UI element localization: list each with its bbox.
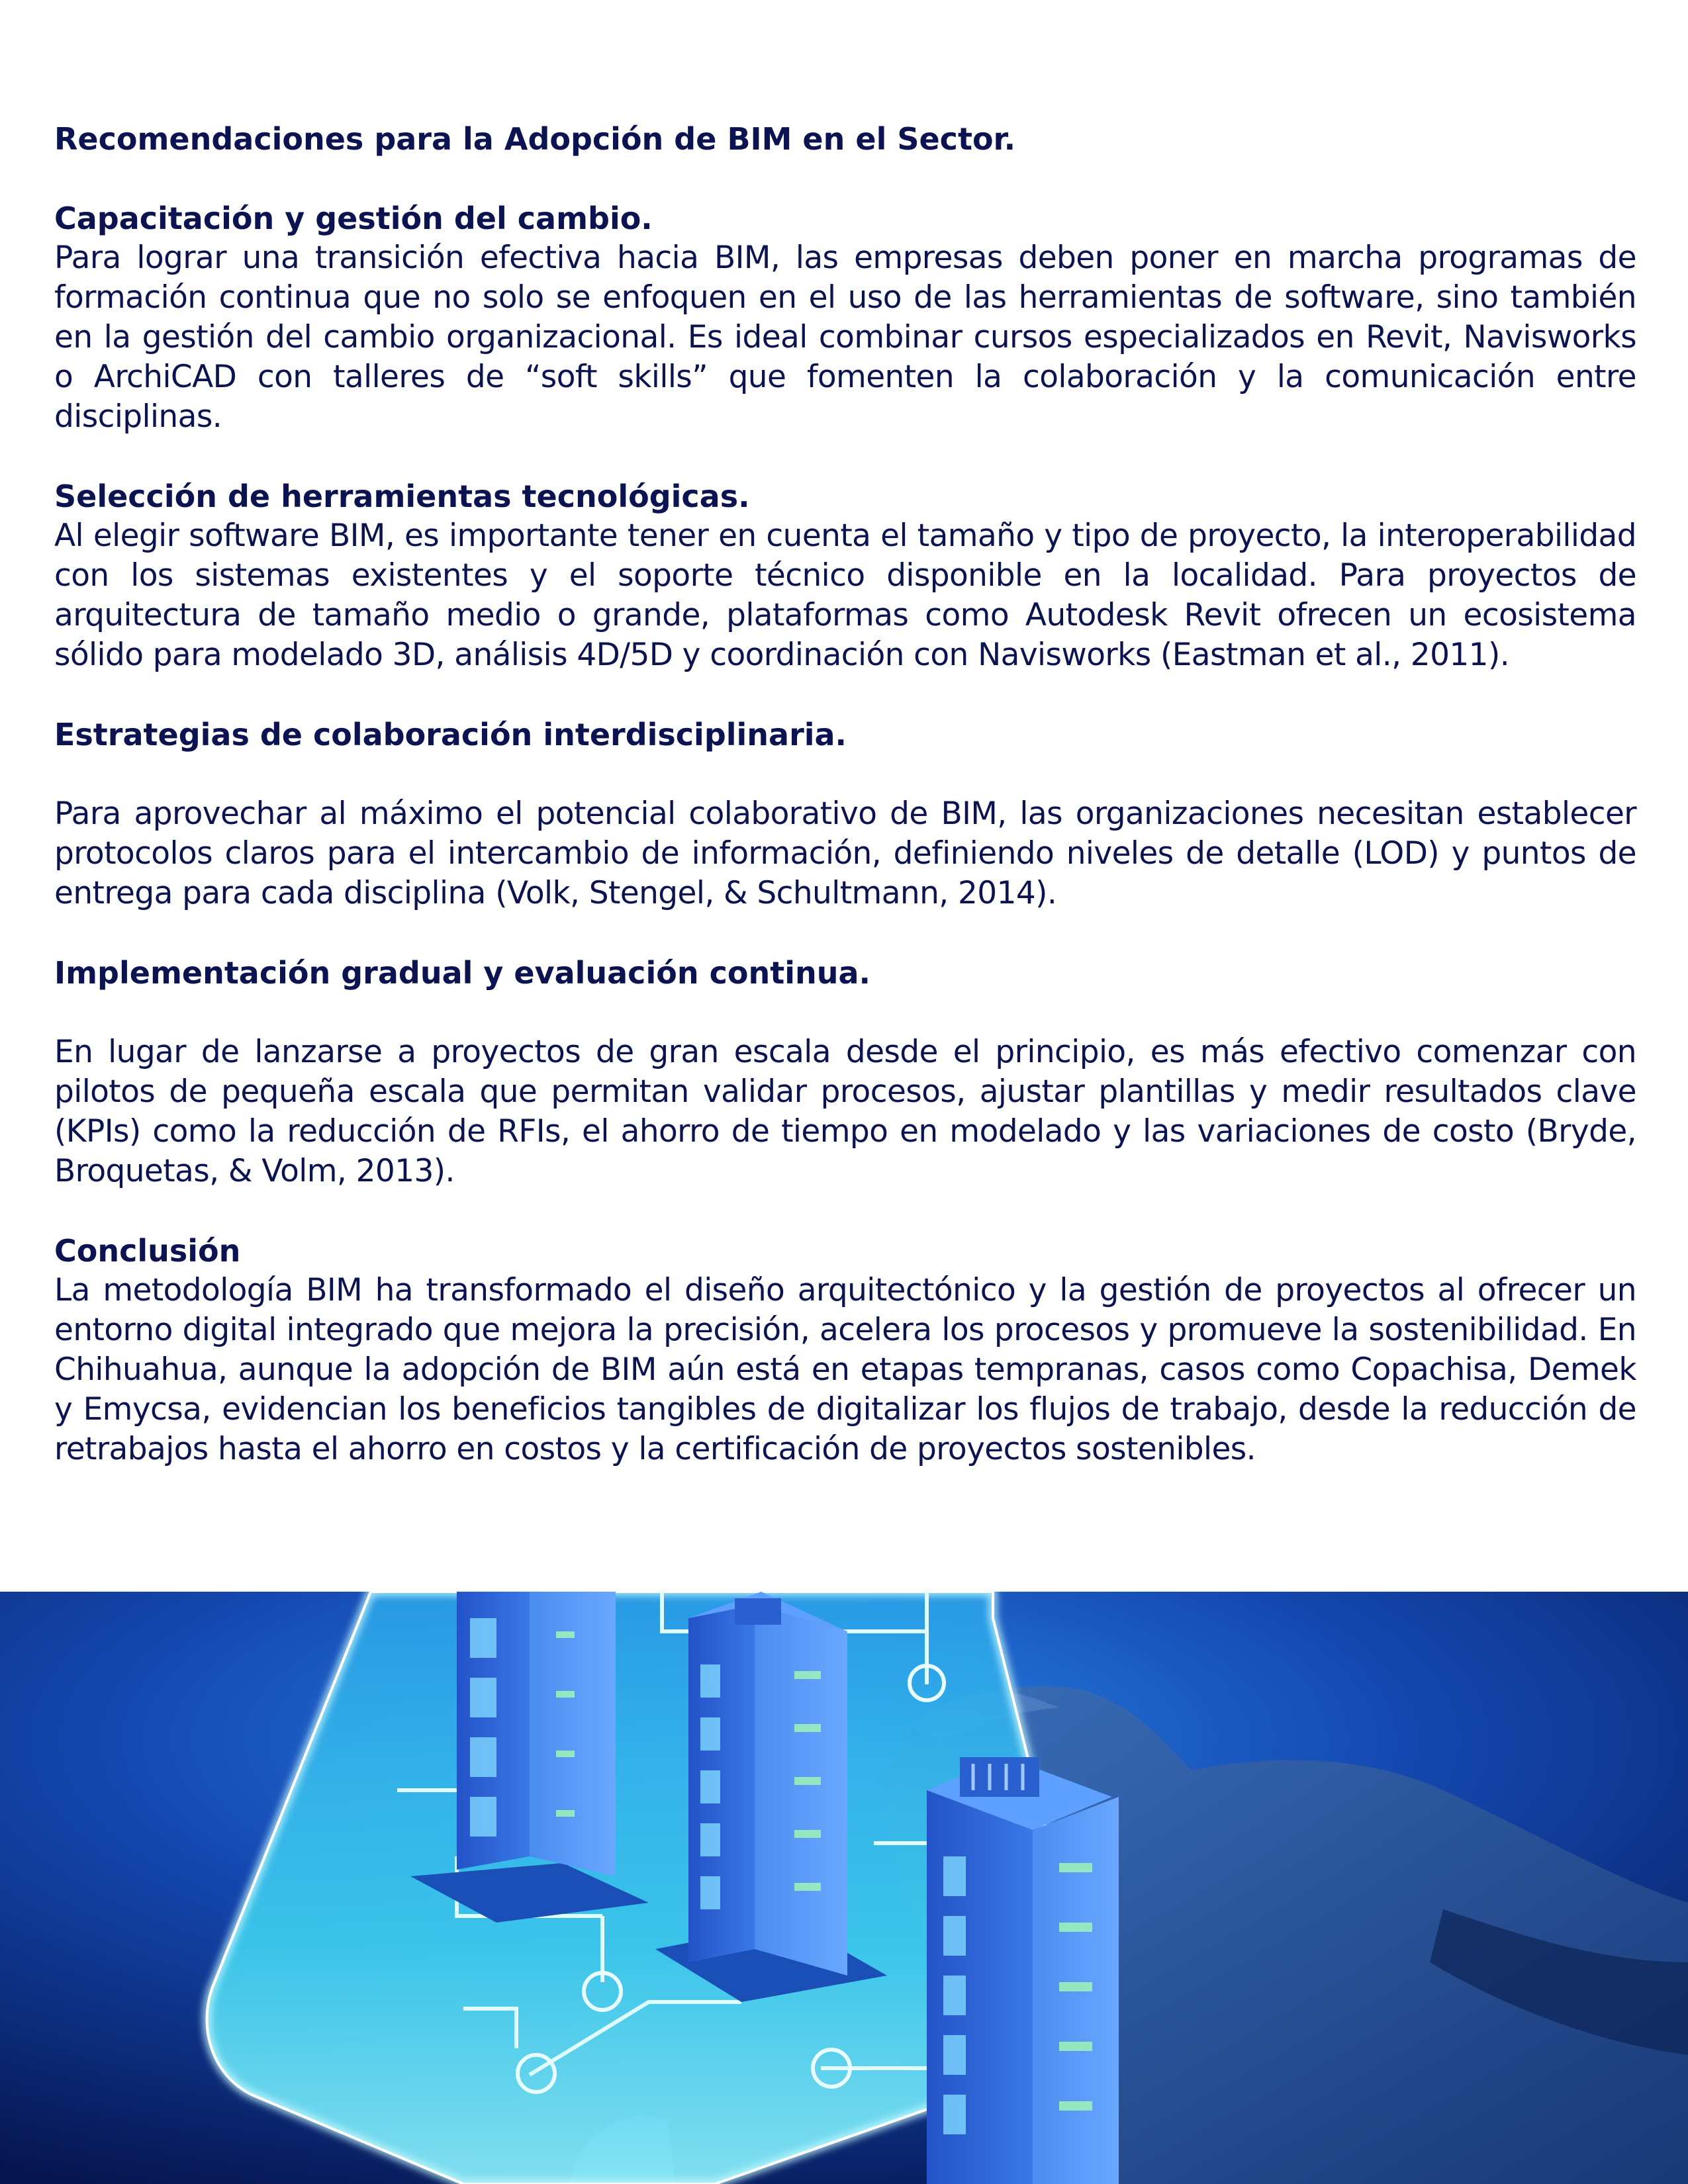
document-body [54,119,1636,1509]
section-paragraph: En lugar de lanzarse a proyectos de gran escala desde el principio, es más efectivo comenzar con pilotos de pequeña escala que permitan validar procesos, ajustar plantillas y medir resultados clave (KPIs) como la reducción de RFIs, el ahorro de tiempo en modelado y las variaciones de costo (Bryde, Broquetas, & Volm, 2013). [54,1034,1636,1189]
section-implementacion [54,953,1636,1191]
section-capacitacion [54,199,1636,437]
section-heading: Conclusión [54,1233,241,1269]
section-paragraph: Para aprovechar al máximo el potencial colaborativo de BIM, las organizaciones necesitan establecer protocolos claros para el intercambio de información, definiendo niveles de detalle (LOD) y puntos de entrega para cada disciplina (Volk, Stengel, & Schultmann, 2014). [54,796,1636,911]
building-icon [927,1757,1119,2184]
section-paragraph: La metodología BIM ha transformado el diseño arquitectónico y la gestión de proyectos al ofrecer un entorno digital integrado que mejora la precisión, acelera los procesos y promueve la sostenibilidad. En Chihuahua, aunque la adopción de BIM aún está en etapas tempranas, casos como Copachisa, Demek y Emycsa, evidencian los beneficios tangibles de digitalizar los flujos de trabajo, desde la reducción de retrabajos hasta el ahorro en costos y la certificación de proyectos sostenibles. [54,1272,1636,1467]
section-conclusion [54,1231,1636,1469]
section-colaboracion [54,715,1636,913]
section-paragraph: Para lograr una transición efectiva hacia BIM, las empresas deben poner en marcha programas de formación continua que no solo se enfoquen en el uso de las herramientas de software, sino también en la gestión del cambio organizacional. Es ideal combinar cursos especializados en Revit, Navisworks o ArchiCAD con talleres de “soft skills” que fomenten la colaboración y la comunicación entre disciplinas. [54,240,1636,435]
page-title: Recomendaciones para la Adopción de BIM en el Sector. [54,121,1016,157]
section-heading: Selección de herramientas tecnológicas. [54,478,750,514]
section-paragraph: Al elegir software BIM, es importante tener en cuenta el tamaño y tipo de proyecto, la interoperabilidad con los sistemas existentes y el soporte técnico disponible en la localidad. Para proyectos de arquitectura de tamaño medio o grande, plataformas como Autodesk Revit ofrecen un ecosistema sólido para modelado 3D, análisis 4D/5D y coordinación con Navisworks (Eastman et al., 2011). [54,518,1636,673]
section-heading: Implementación gradual y evaluación continua. [54,955,870,991]
section-heading: Estrategias de colaboración interdisciplinaria. [54,717,847,752]
section-heading: Capacitación y gestión del cambio. [54,201,653,236]
section-herramientas [54,477,1636,675]
bim-illustration [0,1592,1688,2184]
